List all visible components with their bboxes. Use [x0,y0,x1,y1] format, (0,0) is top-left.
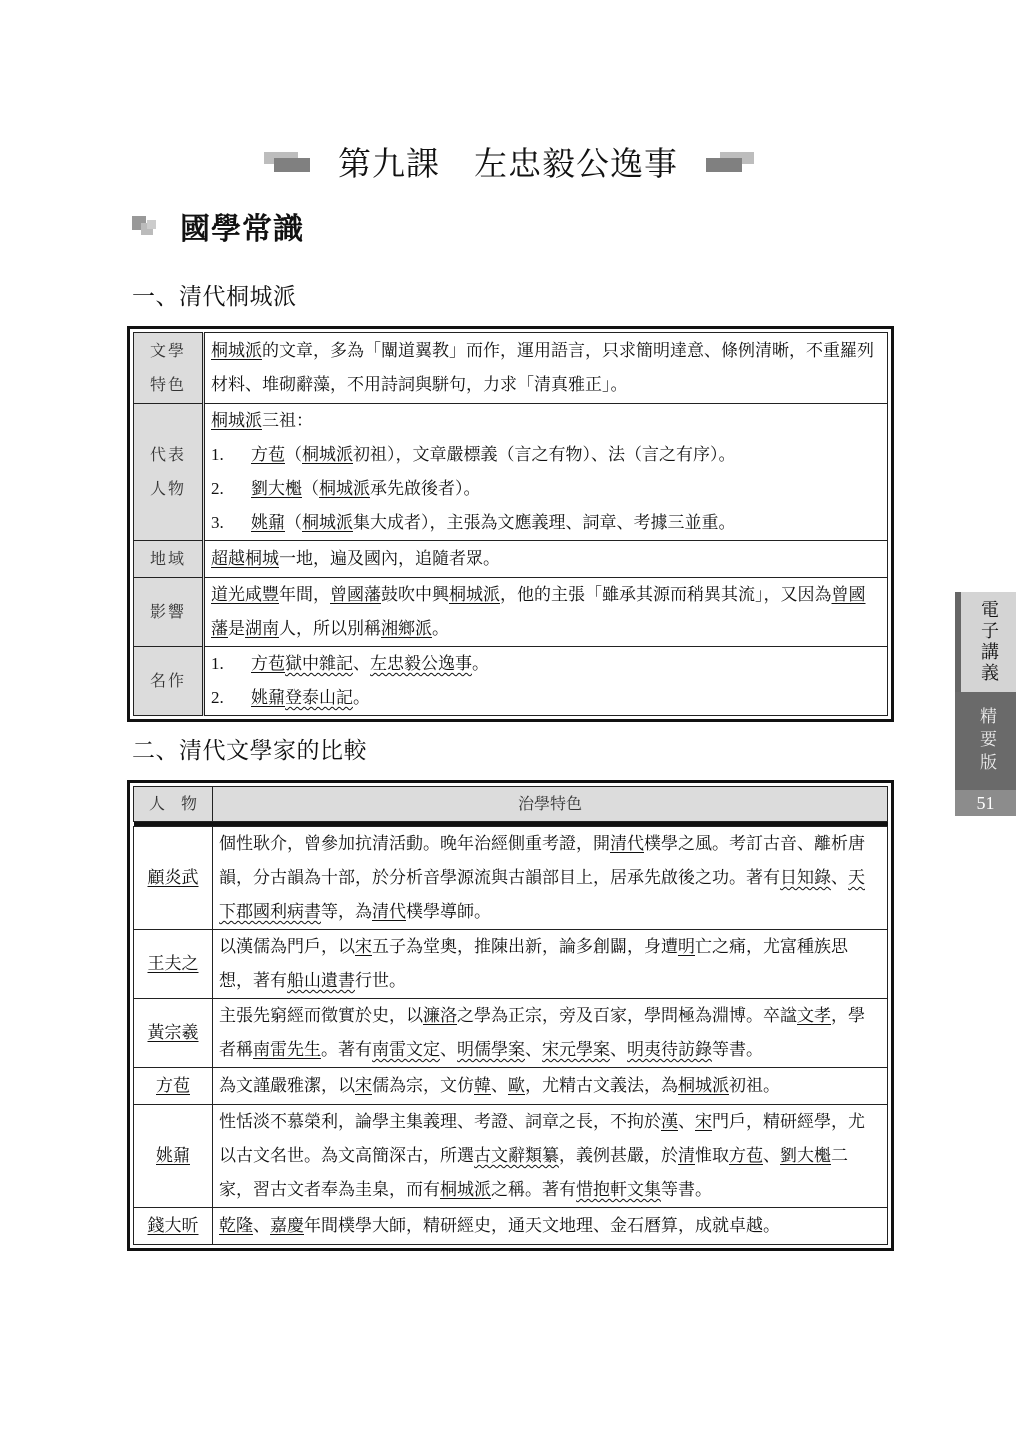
table-row [134,333,888,404]
underlined-term: 湘鄉派 [381,619,432,639]
underlined-term: 姚鼐 [251,513,285,533]
text-segment: 、 [610,1040,627,1060]
underlined-term: 韓 [474,1076,491,1096]
table-row [134,1208,888,1245]
row-content [204,404,888,541]
row-label: 影響 [134,578,204,647]
table-row [134,541,888,578]
text-segment: 人，所以別稱 [279,619,381,639]
side-tab-lecture-notes[interactable] [955,592,1016,692]
underlined-term: 文孝 [797,1006,831,1026]
underlined-term: 方苞 [251,654,285,674]
underlined-term: 桐城派 [211,411,262,431]
text-segment: 門戶，精研經學，尤以古文名世。為文高簡深古，所選 [219,1112,865,1166]
underlined-term: 嘉慶 [270,1216,304,1236]
underlined-term: 清 [678,1146,695,1166]
row-label: 名作 [134,647,204,716]
underlined-term: 登泰山記 [285,688,353,708]
underlined-term: 宋 [355,1076,372,1096]
underlined-term: 桐城派 [678,1076,729,1096]
text-segment: 等書。 [712,1040,763,1060]
text-segment: 五子為堂奧，推陳出新，論多創闢，身遭 [372,937,678,957]
text-segment: 、 [353,654,370,674]
text-segment: 樸學導師。 [406,902,491,922]
text-segment: 承先啟後者）。 [370,479,481,499]
content-line [211,472,881,506]
text-segment: 年間樸學大師，精研經史，通天文地理、金石曆算，成就卓越。 [304,1216,780,1236]
header-scholarship: 治學特色 [213,787,888,822]
text-segment: 亡之痛，尤富種族思想，著有 [219,937,848,991]
scholarship-description [213,1068,888,1105]
text-segment: 之稱。著有 [491,1180,576,1200]
text-segment: 是 [228,619,245,639]
text-segment: 集大成者），主張為文應義理、詞章、考據三並重。 [353,513,736,533]
underlined-term: 湖南 [245,619,279,639]
table-row [134,1068,888,1105]
underlined-term: 左忠毅公逸事 [370,654,472,674]
text-segment: 、 [763,1146,780,1166]
text-segment: 之學為正宗，旁及百家，學問極為淵博。卒諡 [457,1006,797,1026]
section-title: 國學常識 [180,212,304,247]
scholarship-description [213,930,888,999]
text-segment: 、 [253,1216,270,1236]
text-segment: 主張先窮經而徵實於史，以 [219,1006,423,1026]
scholarship-description [213,1208,888,1245]
underlined-term: 桐城派 [302,513,353,533]
underlined-term: 濂洛 [423,1006,457,1026]
text-segment: 儒為宗，文仿 [372,1076,474,1096]
row-content [204,647,888,716]
underlined-term: 超越 [211,549,245,569]
side-tab-essentials[interactable]: 精要版 [955,692,1016,790]
text-segment: 初祖。 [729,1076,780,1096]
title-decoration-right-icon [694,150,754,172]
text-segment: 行世。 [355,971,406,991]
text-segment: （ [285,445,302,465]
text-segment: （ [302,479,319,499]
person-name: 黃宗羲 [134,999,213,1068]
text-segment: 初祖），文章嚴標義（言之有物）、法（言之有序）。 [353,445,736,465]
content-line [211,578,881,646]
underlined-term: 桐城派 [449,585,500,605]
text-segment: 性恬淡不慕榮利，論學主集義理、考證、詞章之長，不拘於 [219,1112,661,1132]
underlined-term: 惜抱軒文集 [576,1180,661,1200]
underlined-term: 桐城派 [211,341,262,361]
text-segment: 、 [440,1040,457,1060]
underlined-term: 桐城派 [302,445,353,465]
underlined-term: 桐城 [245,549,279,569]
text-segment: 鼓吹中興 [381,585,449,605]
section-heading [132,204,304,248]
underlined-term: 漢 [661,1112,678,1132]
content-line [211,438,881,472]
underlined-term: 南雷先生 [253,1040,321,1060]
text-segment: 樸學之風。考訂古音、離析唐韻，分古韻為十部，於分析音學源流與古韻部目上，居承先啟後之功。著有 [219,834,865,888]
table-row [134,1105,888,1208]
row-content [204,541,888,578]
underlined-term: 宋 [695,1112,712,1132]
text-segment: 惟取 [695,1146,729,1166]
text-segment: 。著有 [321,1040,372,1060]
list-number: 2. [211,479,224,498]
text-segment: 等書。 [661,1180,712,1200]
scholars-comparison-table [127,780,894,1251]
underlined-term: 乾隆 [219,1216,253,1236]
text-segment: 的文章，多為「闡道翼教」而作，運用語言，只求簡明達意、條例清晰，不重羅列材料、堆砌辭藻，不用詩詞與駢句，力求「清真雅正」。 [211,341,874,395]
underlined-term: 天下郡國利病書 [219,868,865,922]
underlined-term: 方苞 [729,1146,763,1166]
text-segment: 。 [353,688,370,708]
page-title: 第九課 左忠毅公逸事 [338,143,678,183]
text-segment: ，義例甚嚴，於 [559,1146,678,1166]
content-line [211,647,881,681]
page-number: 51 [955,790,1016,816]
text-segment: 。 [432,619,449,639]
text-segment: 、 [525,1040,542,1060]
underlined-term: 日知錄 [780,868,831,888]
row-label: 地域 [134,541,204,578]
title-decoration-left-icon [262,150,322,172]
row-content [204,333,888,404]
underlined-term: 古文辭類纂 [474,1146,559,1166]
underlined-term: 歐 [508,1076,525,1096]
underlined-term: 宋元學案 [542,1040,610,1060]
text-segment: 、 [831,868,848,888]
underlined-term: 曾國藩 [211,585,866,639]
underlined-term: 姚鼐 [251,688,285,708]
subsection-title-tongcheng: 一、清代桐城派 [132,284,297,310]
table-comparison [133,786,888,1245]
header-person: 人 物 [134,787,213,822]
lesson-header [0,136,1016,186]
person-name: 方苞 [134,1068,213,1105]
content-line [211,404,881,438]
side-tab-lecture-notes-label: 電子講義 [961,592,1016,692]
person-name: 顧炎武 [134,827,213,930]
text-segment: （ [285,513,302,533]
underlined-term: 劉大櫆 [780,1146,831,1166]
text-segment: ，尤精古文義法，為 [525,1076,678,1096]
scholarship-description [213,1105,888,1208]
underlined-term: 清代 [372,902,406,922]
text-segment: 、 [678,1112,695,1132]
underlined-term: 劉大櫆 [251,479,302,499]
text-segment: 等，為 [321,902,372,922]
tongcheng-school-table [127,326,894,722]
underlined-term: 咸豐 [245,585,279,605]
underlined-term: 明儒學案 [457,1040,525,1060]
underlined-term: 獄中雜記 [285,654,353,674]
underlined-term: 方苞 [251,445,285,465]
underlined-term: 道光 [211,585,245,605]
underlined-term: 清代 [610,834,644,854]
table-row [134,827,888,930]
underlined-term: 明 [678,937,695,957]
table-tongcheng [133,332,888,716]
content-line [211,681,881,715]
text-segment: 以漢儒為門戶，以 [219,937,355,957]
text-segment: 三祖： [262,411,313,431]
list-number: 1. [211,445,224,464]
text-segment: 。 [472,654,489,674]
table-row [134,404,888,541]
row-label: 文學 特色 [134,333,204,404]
list-number: 3. [211,513,224,532]
underlined-term: 桐城派 [319,479,370,499]
scholarship-description [213,827,888,930]
text-segment: 年間， [279,585,330,605]
row-label: 代表 人物 [134,404,204,541]
person-name: 王夫之 [134,930,213,999]
text-segment: ，他的主張「雖承其源而稍異其流」，又因為 [500,585,832,605]
content-line [211,542,881,576]
text-segment: 個性耿介，曾參加抗清活動。晚年治經側重考證，開 [219,834,610,854]
underlined-term: 明夷待訪錄 [627,1040,712,1060]
underlined-term: 船山遺書 [287,971,355,991]
table-row [134,999,888,1068]
person-name: 姚鼐 [134,1105,213,1208]
underlined-term: 宋 [355,937,372,957]
list-number: 1. [211,654,224,673]
table-row [134,930,888,999]
scholarship-description [213,999,888,1068]
text-segment: ，學者稱 [219,1006,865,1060]
subsection-title-comparison: 二、清代文學家的比較 [132,738,367,764]
text-segment: 、 [491,1076,508,1096]
person-name: 錢大昕 [134,1208,213,1245]
table-row [134,578,888,647]
content-line [211,506,881,540]
row-content [204,578,888,647]
underlined-term: 曾國藩 [330,585,381,605]
content-line [211,334,881,402]
underlined-term: 南雷文定 [372,1040,440,1060]
table-row [134,647,888,716]
text-segment: 一地，遍及國內，追隨者眾。 [279,549,500,569]
text-segment: 二家，習古文者奉為圭臬，而有 [219,1146,848,1200]
squares-bullet-icon [132,214,158,238]
text-segment: 為文謹嚴雅潔，以 [219,1076,355,1096]
list-number: 2. [211,688,224,707]
underlined-term: 桐城派 [440,1180,491,1200]
